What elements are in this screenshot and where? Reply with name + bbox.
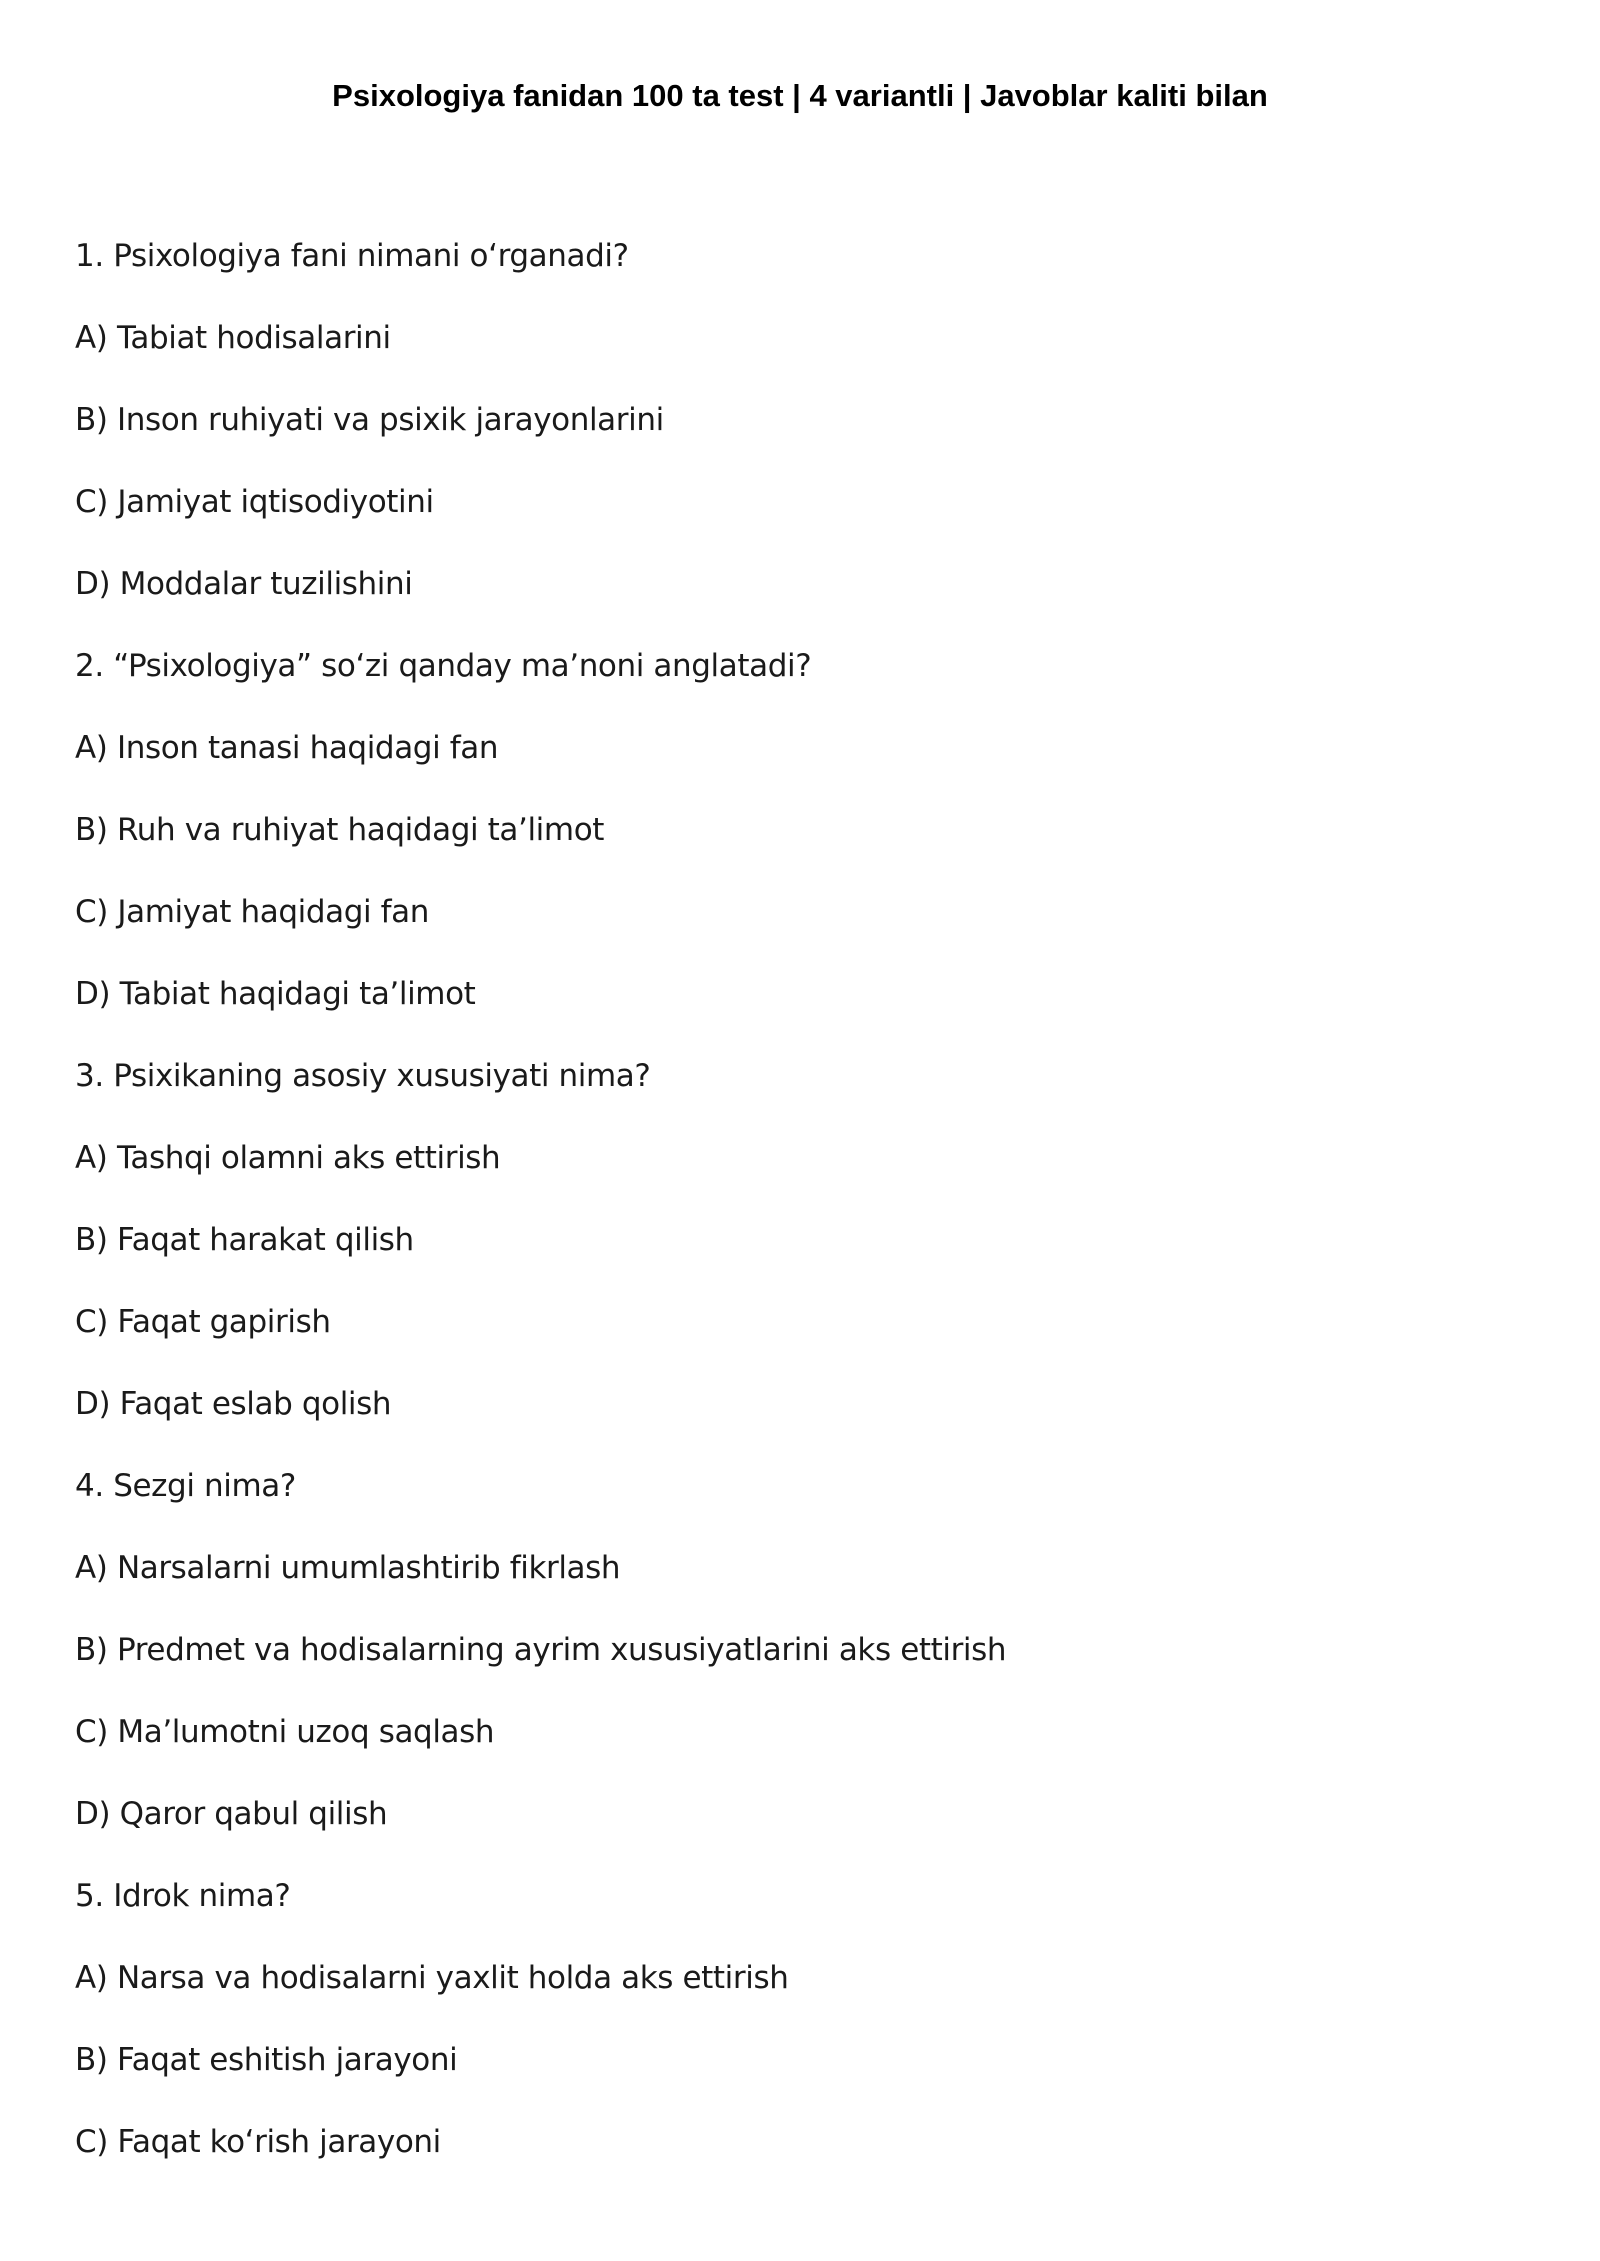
question-list xyxy=(75,236,1525,2204)
question-5: 5. Idrok nima? xyxy=(75,1878,291,1914)
question-2-option-b: B) Ruh va ruhiyat haqidagi ta’limot xyxy=(75,812,605,848)
question-2-option-c: C) Jamiyat haqidagi fan xyxy=(75,894,430,930)
question-3-option-c: C) Faqat gapirish xyxy=(75,1304,331,1340)
question-4-option-a: A) Narsalarni umumlashtirib fikrlash xyxy=(75,1550,621,1586)
question-2-option-d: D) Tabiat haqidagi ta’limot xyxy=(75,976,476,1012)
question-1-option-c: C) Jamiyat iqtisodiyotini xyxy=(75,484,434,520)
document-title: Psixologiya fanidan 100 ta test | 4 variantli | Javoblar kaliti bilan xyxy=(332,78,1268,113)
question-5-option-c: C) Faqat ko‘rish jarayoni xyxy=(75,2124,441,2160)
question-2-option-a: A) Inson tanasi haqidagi fan xyxy=(75,730,499,766)
question-2: 2. “Psixologiya” so‘zi qanday ma’noni anglatadi? xyxy=(75,648,812,684)
question-4-option-b: B) Predmet va hodisalarning ayrim xususiyatlarini aks ettirish xyxy=(75,1632,1007,1668)
question-4-option-d: D) Qaror qabul qilish xyxy=(75,1796,388,1832)
question-1: 1. Psixologiya fani nimani o‘rganadi? xyxy=(75,238,629,274)
question-3: 3. Psixikaning asosiy xususiyati nima? xyxy=(75,1058,651,1094)
question-4: 4. Sezgi nima? xyxy=(75,1468,296,1504)
question-1-option-d: D) Moddalar tuzilishini xyxy=(75,566,413,602)
question-4-option-c: C) Ma’lumotni uzoq saqlash xyxy=(75,1714,495,1750)
question-1-option-b: B) Inson ruhiyati va psixik jarayonlarini xyxy=(75,402,664,438)
question-3-option-d: D) Faqat eslab qolish xyxy=(75,1386,392,1422)
question-5-option-b: B) Faqat eshitish jarayoni xyxy=(75,2042,458,2078)
question-5-option-a: A) Narsa va hodisalarni yaxlit holda aks ettirish xyxy=(75,1960,789,1996)
question-3-option-b: B) Faqat harakat qilish xyxy=(75,1222,414,1258)
question-1-option-a: A) Tabiat hodisalarini xyxy=(75,320,391,356)
question-3-option-a: A) Tashqi olamni aks ettirish xyxy=(75,1140,501,1176)
